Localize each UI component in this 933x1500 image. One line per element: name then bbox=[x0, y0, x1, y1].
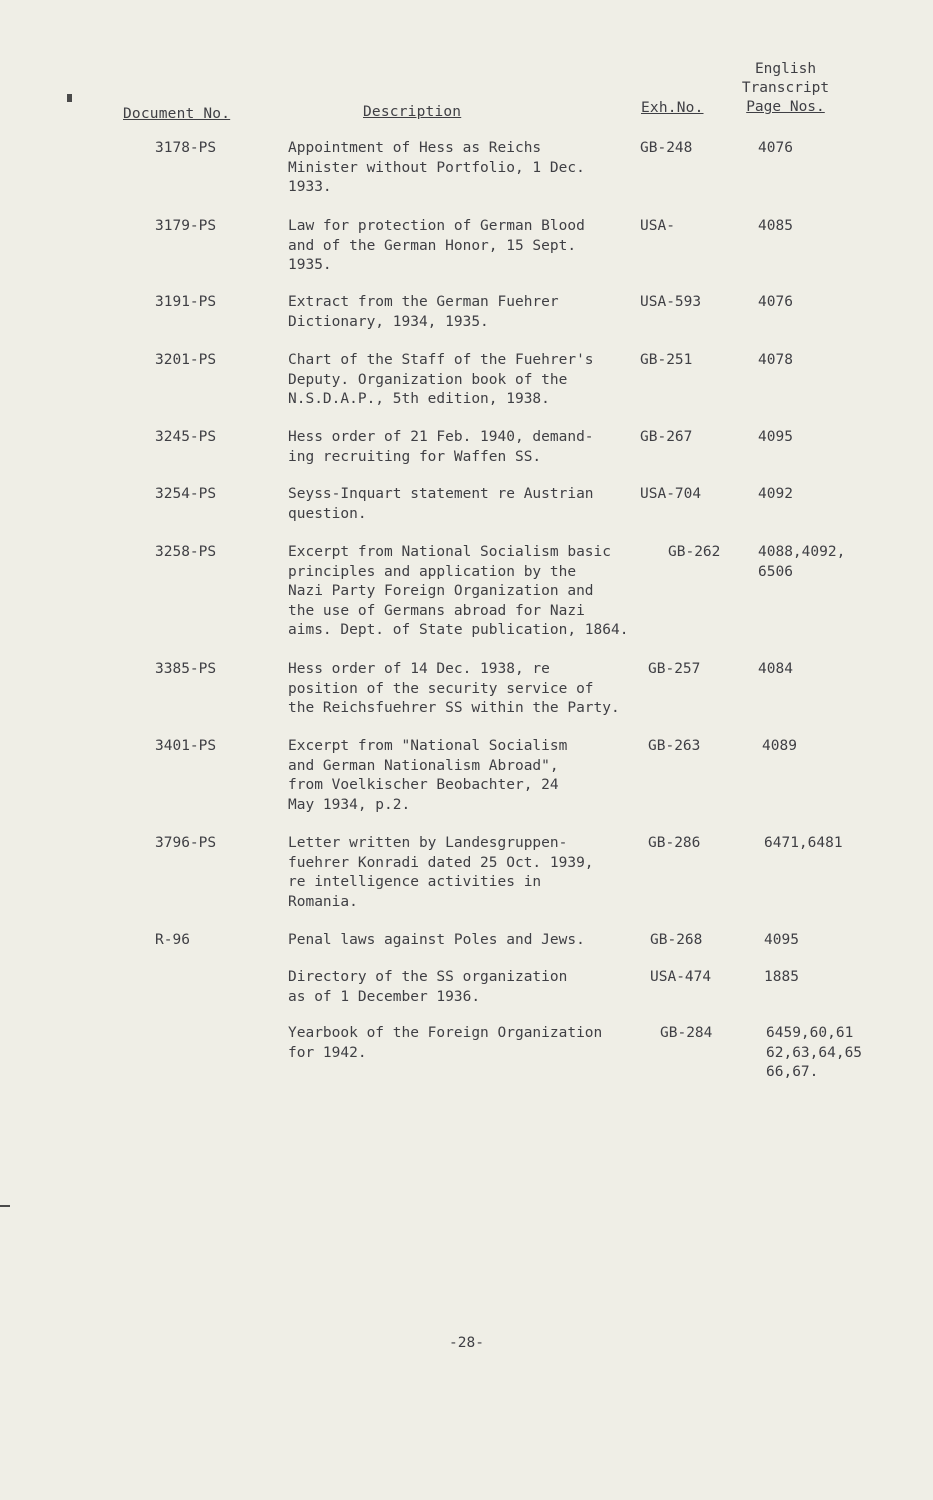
description: Penal laws against Poles and Jews. bbox=[288, 932, 585, 948]
document-no: 3401-PS bbox=[155, 738, 217, 754]
margin-mark bbox=[0, 1205, 10, 1207]
page-nos: 4076 bbox=[758, 140, 793, 156]
document-no: 3191-PS bbox=[155, 294, 217, 310]
page-nos: 4085 bbox=[758, 218, 793, 234]
page-nos: 4095 bbox=[764, 932, 799, 948]
exhibit-no: GB-268 bbox=[650, 932, 703, 948]
page-nos: 4076 bbox=[758, 294, 793, 310]
description: Hess order of 21 Feb. 1940, demand- ing recruiting for Waffen SS. bbox=[288, 429, 594, 465]
exhibit-no: GB-251 bbox=[640, 352, 693, 368]
description: Excerpt from "National Socialism and German Nationalism Abroad", from Voelkischer Beobachter, 24 May 1934, p.2. bbox=[288, 738, 568, 813]
description: Appointment of Hess as Reichs Minister without Portfolio, 1 Dec. 1933. bbox=[288, 140, 585, 195]
exhibit-no: GB-257 bbox=[648, 661, 701, 677]
page-nos: 4092 bbox=[758, 486, 793, 502]
description: Yearbook of the Foreign Organization for 1942. bbox=[288, 1025, 603, 1061]
document-no: 3258-PS bbox=[155, 544, 217, 560]
document-no: 3385-PS bbox=[155, 661, 217, 677]
page-nos: 4084 bbox=[758, 661, 793, 677]
exhibit-no: GB-284 bbox=[660, 1025, 713, 1041]
description: Hess order of 14 Dec. 1938, re position of the security service of the Reichsfuehrer SS within the Party. bbox=[288, 661, 620, 716]
exhibit-no: USA- bbox=[640, 218, 675, 234]
exhibit-no: GB-267 bbox=[640, 429, 693, 445]
exhibit-no: GB-248 bbox=[640, 140, 693, 156]
description: Chart of the Staff of the Fuehrer's Deputy. Organization book of the N.S.D.A.P., 5th edition, 1938. bbox=[288, 352, 594, 407]
page-nos: 1885 bbox=[764, 969, 799, 985]
document-no: R-96 bbox=[155, 932, 190, 948]
exhibit-no: USA-474 bbox=[650, 969, 712, 985]
page-nos: 4078 bbox=[758, 352, 793, 368]
exhibit-no: USA-593 bbox=[640, 294, 702, 310]
document-no: 3254-PS bbox=[155, 486, 217, 502]
page-number: -28- bbox=[449, 1335, 484, 1351]
header-description: Description bbox=[363, 104, 462, 120]
description: Law for protection of German Blood and of the German Honor, 15 Sept. 1935. bbox=[288, 218, 585, 273]
description: Letter written by Landesgruppen- fuehrer Konradi dated 25 Oct. 1939, re intelligence activities in Romania. bbox=[288, 835, 594, 910]
description: Excerpt from National Socialism basic principles and application by the Nazi Party Foreign Organization and the use of Germans abroad for Nazi aims. Dept. of State publication, 1864. bbox=[288, 544, 629, 638]
page-nos: 6459,60,61 62,63,64,65 66,67. bbox=[766, 1025, 863, 1080]
document-no: 3179-PS bbox=[155, 218, 217, 234]
description: Seyss-Inquart statement re Austrian question. bbox=[288, 486, 594, 522]
header-exh-no: Exh.No. bbox=[641, 100, 704, 116]
document-no: 3201-PS bbox=[155, 352, 217, 368]
document-no: 3245-PS bbox=[155, 429, 217, 445]
exhibit-no: GB-263 bbox=[648, 738, 701, 754]
document-no: 3796-PS bbox=[155, 835, 217, 851]
exhibit-no: GB-286 bbox=[648, 835, 701, 851]
document-no: 3178-PS bbox=[155, 140, 217, 156]
page-nos: 4088,4092, 6506 bbox=[758, 544, 846, 580]
page-nos: 6471,6481 bbox=[764, 835, 843, 851]
page-nos: 4089 bbox=[762, 738, 797, 754]
header-english-line3: Page Nos. bbox=[746, 99, 825, 115]
exhibit-no: GB-262 bbox=[668, 544, 721, 560]
header-english-transcript bbox=[733, 60, 838, 117]
description: Directory of the SS organization as of 1 December 1936. bbox=[288, 969, 568, 1005]
header-english-line1: English bbox=[754, 61, 817, 77]
header-document-no: Document No. bbox=[123, 106, 231, 122]
page-nos: 4095 bbox=[758, 429, 793, 445]
description: Extract from the German Fuehrer Dictionary, 1934, 1935. bbox=[288, 294, 559, 330]
exhibit-no: USA-704 bbox=[640, 486, 702, 502]
header-english-line2: Transcript bbox=[741, 80, 830, 96]
ink-mark bbox=[67, 94, 72, 102]
